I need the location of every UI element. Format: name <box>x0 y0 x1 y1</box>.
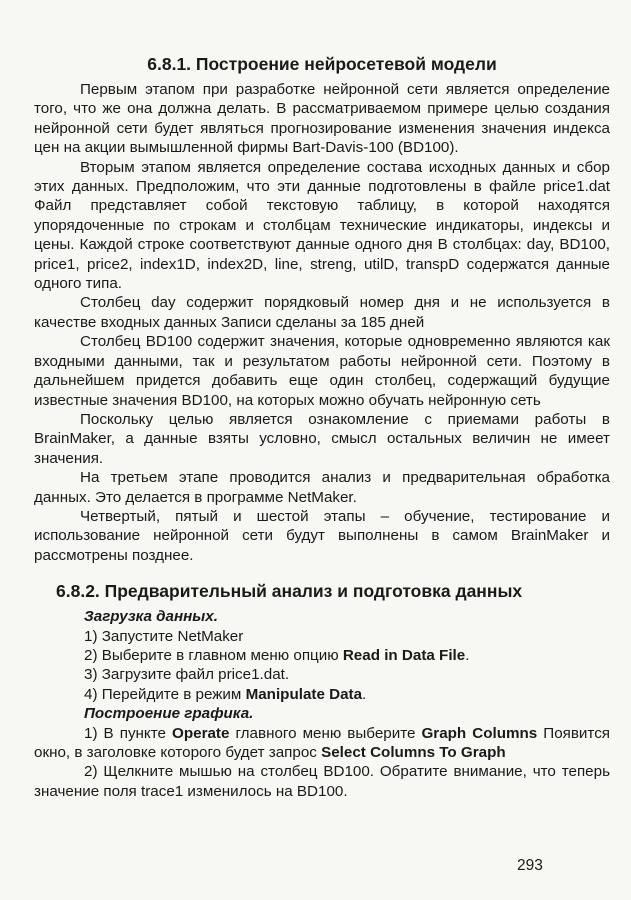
paragraph: На третьем этапе проводится анализ и предварительная обработка данных. Это делается в программе NetMaker. <box>34 469 610 506</box>
step-item: 2) Выберите в главном меню опцию Read in Data File. <box>84 646 470 664</box>
mode-manipulate-data: Manipulate Data <box>245 685 363 703</box>
section-title-6-8-1: 6.8.1. Построение нейросетевой модели <box>147 54 497 74</box>
step-item: 3) Загрузите файл price1.dat. <box>84 666 290 684</box>
paragraph: Столбец BD100 содержит значения, которые одновременно являются как входными данными, так и результатом работы нейронной сети. Поэтому в дальнейшем придется добавить еще один столбец, содержащий будущие известные значения BD100, на которых можно обучать нейронную сеть <box>34 333 610 409</box>
subheading-build-graph: Построение графика. <box>84 705 254 723</box>
paragraph: Столбец day содержит порядковый номер дня и не используется в качестве входных данных Записи сделаны за 185 дней <box>34 294 610 331</box>
page-number: 293 <box>517 857 543 874</box>
menu-option-read-in-data-file: Read in Data File <box>342 646 466 664</box>
document-page <box>34 52 610 801</box>
paragraph: Поскольку целью является ознакомление с приемами работы в BrainMaker, а данные взяты условно, смысл остальных величин не имеет значения. <box>34 410 610 467</box>
step-item: 1) Запустите NetMaker <box>84 627 244 645</box>
graph-step-1: 1) В пункте Operate главного меню выберите Graph Columns Появится окно, в заголовке которого будет запрос Select Columns To Graph <box>34 724 611 761</box>
subheading-load-data: Загрузка данных. <box>84 608 218 626</box>
step-item: 4) Перейдите в режим Manipulate Data. <box>84 685 367 703</box>
section-title-6-8-2: 6.8.2. Предварительный анализ и подготовка данных <box>56 581 523 602</box>
paragraph: Четвертый, пятый и шестой этапы – обучение, тестирование и использование нейронной сети будут выполнены в самом BrainMaker и рассмотрены позднее. <box>34 507 610 564</box>
paragraph: Первым этапом при разработке нейронной сети является определение того, что же она должна делать. В рассматриваемом примере целью создания нейронной сети будет являться прогнозирование изменения значения индекса цен на акции вымышленной фирмы Bart-Davis-100 (BD100). <box>34 81 610 157</box>
graph-step-2: 2) Щелкните мышью на столбец BD100. Обратите внимание, что теперь значение поля trace1 изменилось на BD100. <box>34 763 610 800</box>
paragraph: Вторым этапом является определение состава исходных данных и сбор этих данных. Предположим, что эти данные подготовлены в файле price1.dat Файл представляет собой текстовую таблицу, в которой находятся упорядоченные по строкам и столбцам технические индикаторы, индексы и цены. Каждой строке соответствуют данные одного дня В столбцах: day, BD100, price1, price2, index1D, index2D, line, streng, utilD, transpD содержатся данные одного типа. <box>34 158 610 293</box>
